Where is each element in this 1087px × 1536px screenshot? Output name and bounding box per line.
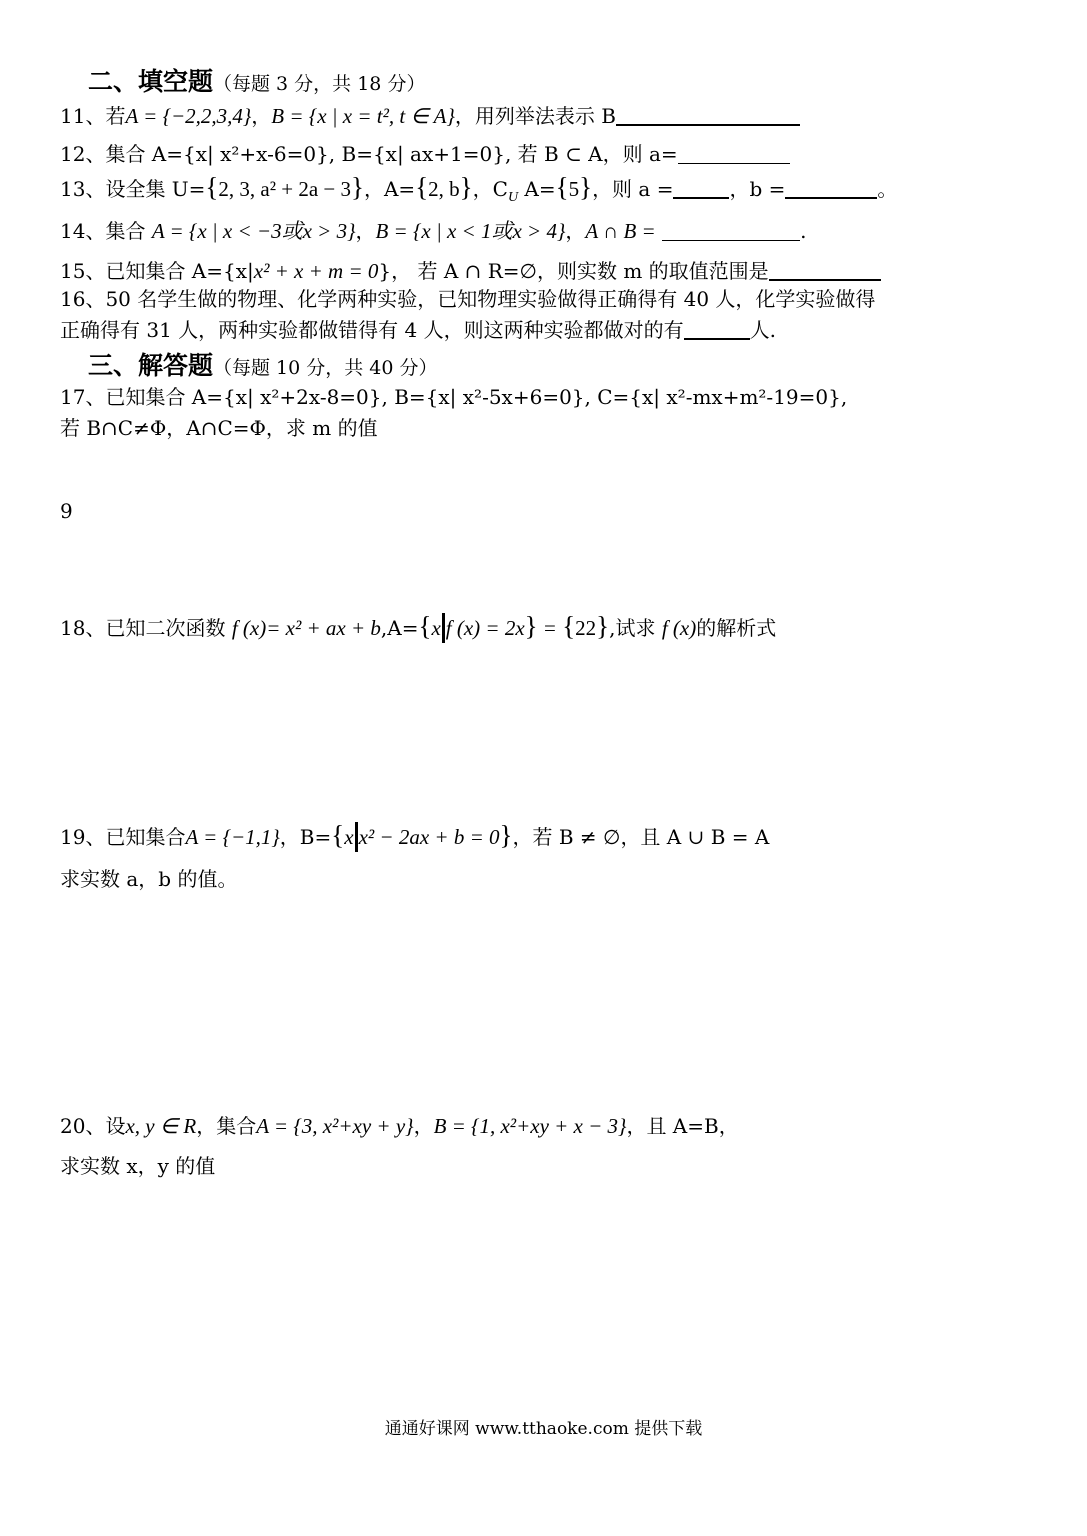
q13-c-rest: A= — [518, 177, 556, 201]
q12-text: 12、集合 A={x| x²+x-6=0}, B={x| ax+1=0}, 若 B ⊂ A，则 a= — [60, 142, 678, 166]
answer-blank — [684, 318, 750, 340]
question-12 — [60, 141, 790, 167]
q19-cond2: ，且 A ∪ B = A — [620, 825, 770, 849]
section-fill-in-header — [88, 62, 425, 98]
q13-then-a: ，则 a = — [592, 177, 674, 201]
footer-source: 通通好课网 www.tthaoke.com 提供下载 — [384, 1419, 703, 1439]
answer-blank — [662, 220, 800, 241]
q11-number: 11、若 — [60, 104, 126, 128]
q16-end: 人. — [749, 318, 776, 342]
q19-set-a: A = {−1,1} — [185, 825, 280, 849]
q13-a-set: 2, b — [428, 177, 460, 201]
q20-prefix: 20、设 — [60, 1114, 126, 1138]
q16-line1: 16、50 名学生做的物理、化学两种实验，已知物理实验做得正确得有 40 人，化学实验做得 — [60, 287, 876, 311]
section-note: （每题 3 分，共 18 分） — [213, 73, 426, 95]
q19-line2: 求实数 a，b 的值。 — [60, 867, 238, 891]
answer-blank — [678, 143, 790, 164]
section-solve-header — [88, 346, 438, 382]
q20-set-b: B = {1, x²+xy + x − 3} — [433, 1114, 627, 1138]
set-divider — [442, 613, 445, 643]
q20-set-a: A = {3, x²+xy + y} — [256, 1114, 414, 1138]
q18-end: 的解析式 — [696, 616, 777, 640]
q19-set-right: x² − 2ax + b = 0 — [358, 825, 500, 849]
q14-intersection: A ∩ B = — [585, 219, 656, 243]
q19-b-label: ，B= — [279, 825, 332, 849]
q14-set-b: B = {x | x < 1或x > 4} — [375, 219, 566, 243]
q11-set-a: A = {−2,2,3,4} — [125, 104, 252, 128]
q13-c-label: ，C — [472, 177, 508, 201]
q15-prefix: 15、已知集合 A={x| — [60, 259, 254, 283]
q14-set-a: A = {x | x < −3或x > 3} — [151, 219, 356, 243]
q13-sep-b: ，b = — [729, 177, 786, 201]
question-19: 19、已知集合A = {−1,1}，B={x x² − 2ax + b = 0}，若 B ≠ ∅，且 A ∪ B = A — [60, 820, 770, 850]
q18-prefix: 18、已知二次函数 — [60, 616, 226, 640]
question-16-line-1 — [60, 286, 875, 312]
q18-value: 22 — [575, 616, 597, 640]
q13-a-label: ，A= — [363, 177, 416, 201]
question-20-line-2 — [60, 1153, 215, 1179]
question-14: 14、集合 A = {x | x < −3或x > 3}，B = {x | x < 1或x > 4}，A ∩ B = . — [60, 219, 807, 243]
q18-set-right: f (x) = 2x — [445, 616, 525, 640]
q13-prefix: 13、设全集 U= — [60, 177, 206, 201]
q18-tail-function: f (x) — [661, 616, 697, 640]
q18-tail: ,试求 — [609, 616, 656, 640]
answer-blank-b — [785, 177, 877, 199]
q13-end: 。 — [877, 177, 898, 201]
answer-blank — [769, 259, 881, 281]
stray-number: 9 — [60, 499, 73, 523]
q18-a-label: ,A= — [380, 616, 419, 640]
q17-line1: 17、已知集合 A={x| x²+2x-8=0}, B={x| x²-5x+6=0}, C={x| x²-mx+m²-19=0}, — [60, 385, 848, 409]
question-17-line-1 — [60, 384, 847, 410]
q20-a-label: ，集合 — [196, 1114, 257, 1138]
question-11: 11、若A = {−2,2,3,4}，B = {x | x = t², t ∈ A}，用列举法表示 B — [60, 103, 800, 129]
q20-line2: 求实数 x，y 的值 — [60, 1154, 216, 1178]
q14-prefix: 14、集合 — [60, 219, 146, 243]
section-note: （每题 10 分，共 40 分） — [213, 357, 438, 379]
question-20: 20、设x, y ∈ R，集合A = {3, x²+xy + y}，B = {1, x²+xy + x − 3}，且 A=B， — [60, 1114, 739, 1138]
q18-set-left: x — [431, 616, 441, 640]
q17-line2: 若 B∩C≠Φ，A∩C=Φ，求 m 的值 — [60, 416, 378, 440]
question-15 — [60, 258, 881, 284]
question-19-line-2 — [60, 866, 237, 892]
q13-u-set: 2, 3, a² + 2a − 3 — [218, 177, 352, 201]
question-17-line-2 — [60, 415, 378, 441]
answer-blank-a — [673, 177, 729, 199]
q13-c-set: 5 — [568, 177, 580, 201]
section-title: 二、填空题 — [88, 67, 214, 96]
q13-c-sub: U — [507, 190, 519, 205]
question-18: 18、已知二次函数 f (x)= x² + ax + b,A={x f (x) = 2x} = {22},试求 f (x)的解析式 — [60, 611, 777, 641]
q15-expression: x² + x + m = 0 — [253, 259, 379, 283]
q16-line2: 正确得有 31 人，两种实验都做错得有 4 人，则这两种实验都做对的有 — [60, 318, 684, 342]
q20-vars: x, y ∈ R — [125, 1114, 197, 1138]
q15-mid: }， 若 A ∩ R=∅，则实数 m 的取值范围是 — [378, 259, 769, 283]
answer-blank — [616, 104, 800, 126]
q19-cond1: ，若 B ≠ ∅ — [512, 825, 621, 849]
q19-prefix: 19、已知集合 — [60, 825, 186, 849]
question-13: 13、设全集 U={2, 3, a² + 2a − 3}，A={2, b}，$C_U$ A={5}，则 a = ，b = 。 — [60, 172, 898, 205]
q19-set-left: x — [344, 825, 354, 849]
q20-end: ，且 A=B， — [626, 1114, 739, 1138]
q11-text: ，用列举法表示 B — [454, 104, 616, 128]
q14-end: . — [800, 219, 807, 243]
question-16-line-2 — [60, 317, 776, 343]
q11-set-b: B = {x | x = t², t ∈ A} — [271, 104, 455, 128]
q18-equals: = — [543, 616, 556, 640]
q18-function: f (x)= x² + ax + b — [231, 616, 381, 640]
set-divider — [355, 822, 358, 852]
section-title: 三、解答题 — [88, 351, 214, 380]
